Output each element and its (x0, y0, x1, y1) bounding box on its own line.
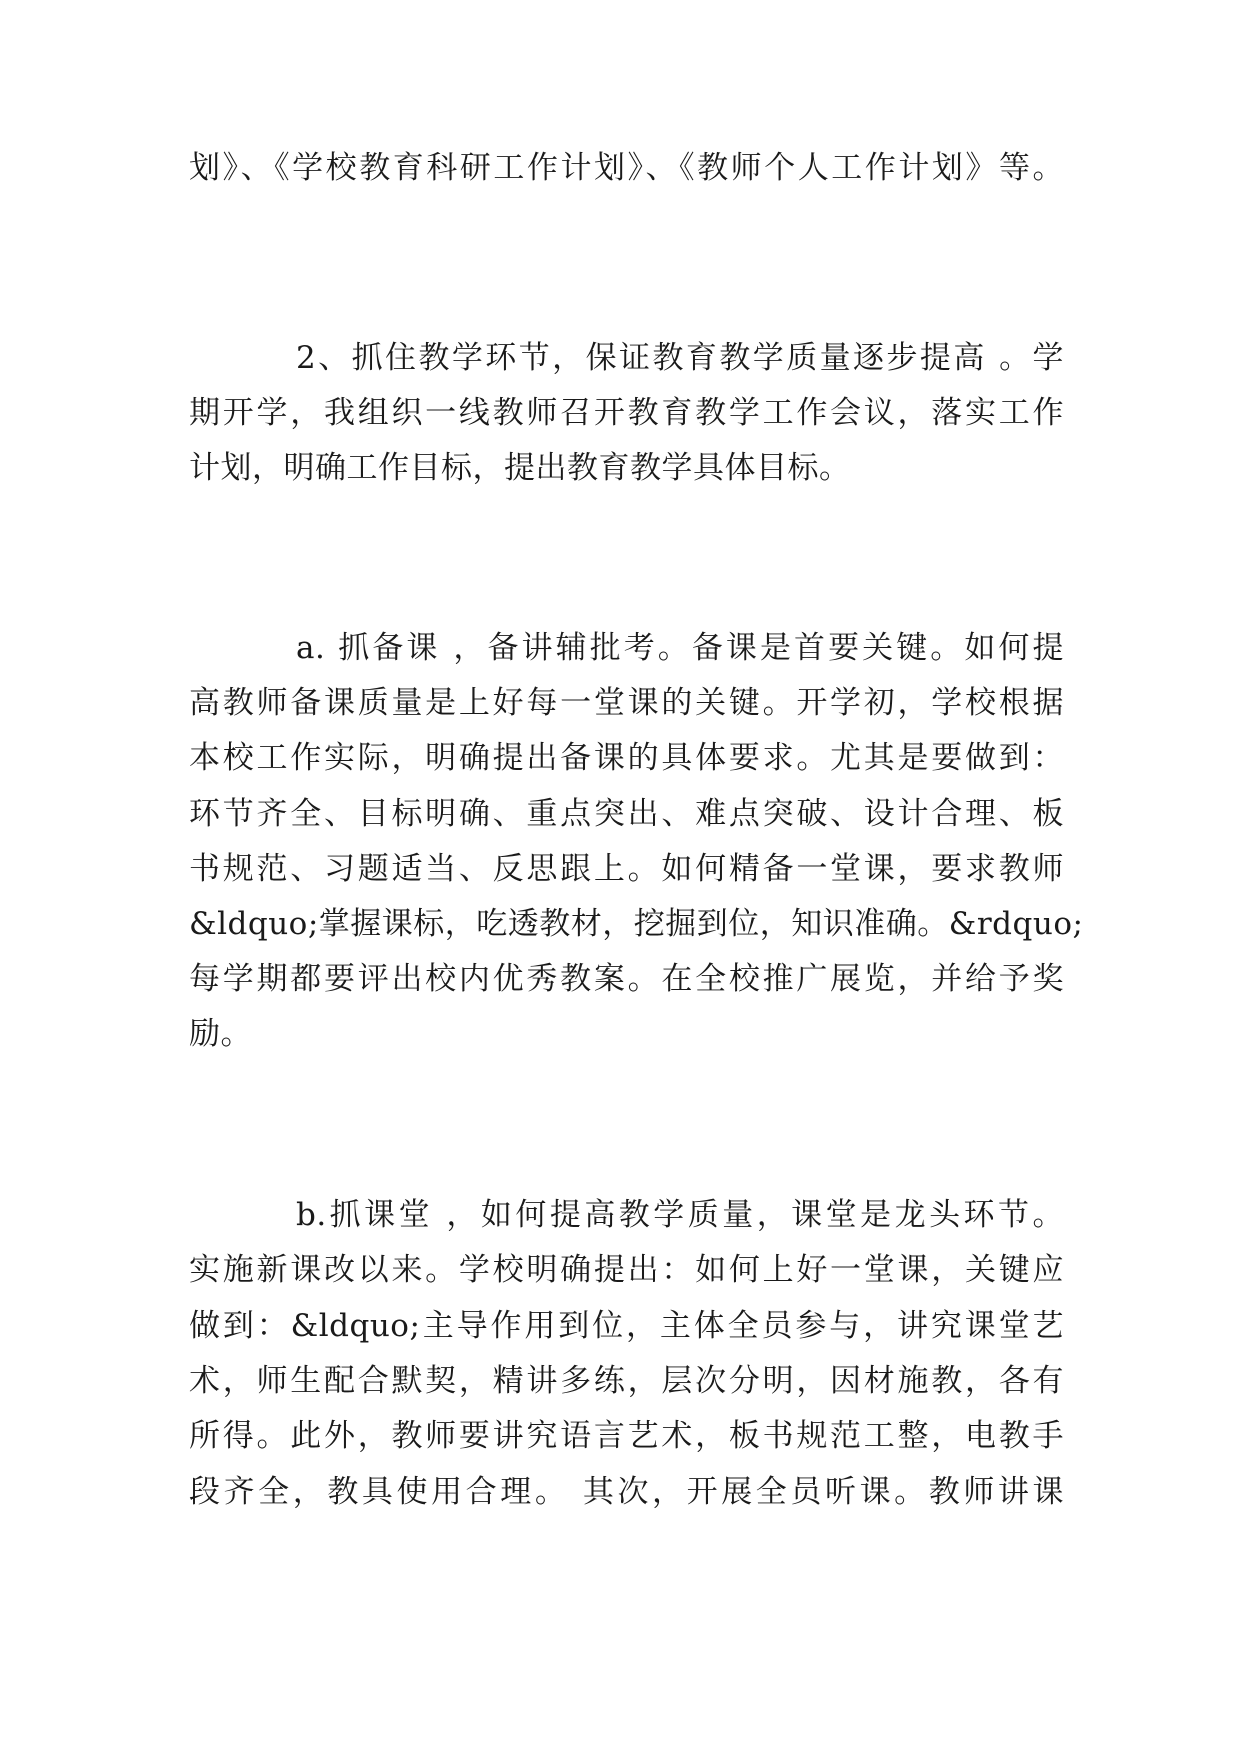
paragraph-4-line-2: 实施新课改以来。学校明确提出：如何上好一堂课，关键应 (189, 1252, 1064, 1288)
paragraph-2-line-3: 计划，明确工作目标，提出教育教学具体目标。 (189, 450, 851, 486)
paragraph-3-line-6: &ldquo;掌握课标，吃透教材，挖掘到位，知识准确。&rdquo; (189, 906, 1084, 942)
paragraph-4-line-6: 段齐全，教具使用合理。 其次，开展全员听课。教师讲课 (189, 1474, 1064, 1510)
paragraph-2-line-2: 期开学，我组织一线教师召开教育教学工作会议，落实工作 (189, 395, 1064, 431)
paragraph-3-line-5: 书规范、习题适当、反思跟上。如何精备一堂课，要求教师 (189, 851, 1064, 887)
paragraph-4-line-5: 所得。此外，教师要讲究语言艺术，板书规范工整，电教手 (189, 1418, 1064, 1454)
paragraph-3-line-3: 本校工作实际，明确提出备课的具体要求。尤其是要做到： (189, 740, 1064, 776)
paragraph-3-line-7: 每学期都要评出校内优秀教案。在全校推广展览，并给予奖 (189, 961, 1064, 997)
paragraph-2-line-1: 2、抓住教学环节，保证教育教学质量逐步提高 。学 (296, 340, 1064, 376)
paragraph-4-line-4: 术，师生配合默契，精讲多练，层次分明，因材施教，各有 (189, 1363, 1064, 1399)
paragraph-3-line-1: a. 抓备课 ，备讲辅批考。备课是首要关键。如何提 (296, 630, 1064, 666)
paragraph-4-line-3: 做到：&ldquo;主导作用到位，主体全员参与，讲究课堂艺 (189, 1308, 1064, 1344)
paragraph-4-line-1: b.抓课堂 ，如何提高教学质量，课堂是龙头环节。 (296, 1197, 1064, 1233)
paragraph-3-line-2: 高教师备课质量是上好每一堂课的关键。开学初，学校根据 (189, 685, 1064, 721)
paragraph-3-line-4: 环节齐全、目标明确、重点突出、难点突破、设计合理、板 (189, 796, 1064, 832)
paragraph-3-line-8: 励。 (189, 1016, 252, 1052)
paragraph-1-line-1: 划》、《学校教育科研工作计划》、《教师个人工作计划》等。 (189, 150, 1064, 186)
